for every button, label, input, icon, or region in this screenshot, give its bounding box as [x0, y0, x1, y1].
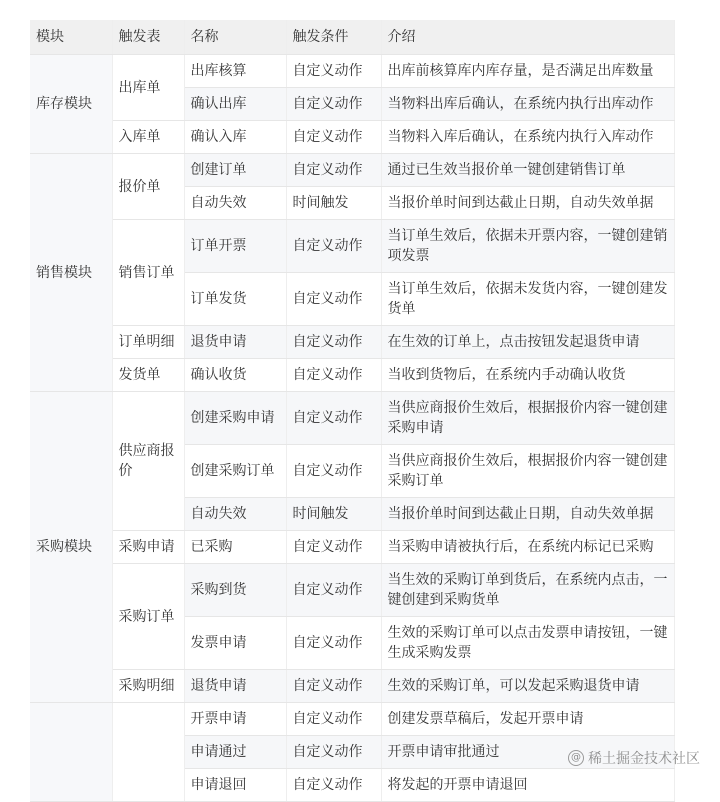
table-row — [30, 154, 674, 187]
name-cell: 采购到货 — [184, 564, 286, 617]
trigger-condition-cell: 自定义动作 — [286, 617, 381, 670]
trigger-table-container — [30, 20, 674, 802]
header-name: 名称 — [184, 20, 286, 55]
table-row — [30, 121, 674, 154]
description-cell: 生效的采购订单可以点击发票申请按钮，一键生成采购发票 — [381, 617, 674, 670]
description-cell: 当物料出库后确认，在系统内执行出库动作 — [381, 88, 674, 121]
name-cell: 申请退回 — [184, 769, 286, 802]
trigger-table — [30, 20, 675, 802]
header-description: 介绍 — [381, 20, 674, 55]
name-cell: 申请通过 — [184, 736, 286, 769]
description-cell: 当报价单时间到达截止日期，自动失效单据 — [381, 187, 674, 220]
trigger-condition-cell: 自定义动作 — [286, 273, 381, 326]
name-cell: 退货申请 — [184, 670, 286, 703]
description-cell: 当订单生效后，依据未发货内容，一键创建发货单 — [381, 273, 674, 326]
trigger-condition-cell: 自定义动作 — [286, 121, 381, 154]
description-cell: 当收到货物后，在系统内手动确认收货 — [381, 359, 674, 392]
table-row — [30, 670, 674, 703]
trigger-table-cell: 采购申请 — [112, 531, 184, 564]
watermark-text: 稀土掘金技术社区 — [588, 751, 700, 767]
trigger-condition-cell: 自定义动作 — [286, 154, 381, 187]
description-cell: 当供应商报价生效后，根据报价内容一键创建采购订单 — [381, 445, 674, 498]
trigger-table-cell: 出库单 — [112, 55, 184, 121]
trigger-condition-cell: 自定义动作 — [286, 88, 381, 121]
trigger-condition-cell: 自定义动作 — [286, 670, 381, 703]
trigger-condition-cell: 自定义动作 — [286, 736, 381, 769]
description-cell: 将发起的开票申请退回 — [381, 769, 674, 802]
trigger-condition-cell: 自定义动作 — [286, 55, 381, 88]
trigger-condition-cell: 时间触发 — [286, 498, 381, 531]
name-cell: 出库核算 — [184, 55, 286, 88]
description-cell: 通过已生效当报价单一键创建销售订单 — [381, 154, 674, 187]
description-cell: 当物料入库后确认，在系统内执行入库动作 — [381, 121, 674, 154]
description-cell: 当订单生效后，依据未开票内容，一键创建销项发票 — [381, 220, 674, 273]
table-row — [30, 392, 674, 445]
table-row — [30, 564, 674, 617]
table-row — [30, 703, 674, 736]
name-cell: 自动失效 — [184, 498, 286, 531]
table-body — [30, 55, 674, 802]
name-cell: 确认入库 — [184, 121, 286, 154]
trigger-condition-cell: 自定义动作 — [286, 326, 381, 359]
trigger-condition-cell: 自定义动作 — [286, 359, 381, 392]
description-cell: 生效的采购订单，可以发起采购退货申请 — [381, 670, 674, 703]
trigger-table-cell: 订单明细 — [112, 326, 184, 359]
table-row — [30, 55, 674, 88]
description-cell: 当生效的采购订单到货后，在系统内点击，一键创建到采购货单 — [381, 564, 674, 617]
name-cell: 已采购 — [184, 531, 286, 564]
name-cell: 确认收货 — [184, 359, 286, 392]
trigger-table-cell: 销售订单 — [112, 220, 184, 326]
watermark — [568, 748, 700, 768]
name-cell: 订单开票 — [184, 220, 286, 273]
trigger-condition-cell: 自定义动作 — [286, 564, 381, 617]
trigger-condition-cell: 自定义动作 — [286, 445, 381, 498]
header-trigger-condition: 触发条件 — [286, 20, 381, 55]
table-row — [30, 531, 674, 564]
description-cell: 在生效的订单上，点击按钮发起退货申请 — [381, 326, 674, 359]
table-row — [30, 220, 674, 273]
description-cell: 当采购申请被执行后，在系统内标记已采购 — [381, 531, 674, 564]
description-cell: 当报价单时间到达截止日期，自动失效单据 — [381, 498, 674, 531]
name-cell: 订单发货 — [184, 273, 286, 326]
trigger-condition-cell: 自定义动作 — [286, 392, 381, 445]
name-cell: 创建采购订单 — [184, 445, 286, 498]
trigger-table-cell: 发货单 — [112, 359, 184, 392]
name-cell: 退货申请 — [184, 326, 286, 359]
trigger-table-cell: 入库单 — [112, 121, 184, 154]
trigger-condition-cell: 时间触发 — [286, 187, 381, 220]
trigger-table-cell: 报价单 — [112, 154, 184, 220]
trigger-condition-cell: 自定义动作 — [286, 531, 381, 564]
trigger-table-cell: 采购订单 — [112, 564, 184, 670]
header-module: 模块 — [30, 20, 112, 55]
description-cell: 当供应商报价生效后，根据报价内容一键创建采购申请 — [381, 392, 674, 445]
trigger-condition-cell: 自定义动作 — [286, 769, 381, 802]
name-cell: 创建订单 — [184, 154, 286, 187]
name-cell: 创建采购申请 — [184, 392, 286, 445]
name-cell: 发票申请 — [184, 617, 286, 670]
trigger-condition-cell: 自定义动作 — [286, 703, 381, 736]
module-cell: 销售模块 — [30, 154, 112, 392]
description-cell: 创建发票草稿后，发起开票申请 — [381, 703, 674, 736]
name-cell: 自动失效 — [184, 187, 286, 220]
module-cell: 采购模块 — [30, 392, 112, 703]
juejin-logo-icon: @ — [568, 750, 584, 766]
module-cell: 库存模块 — [30, 55, 112, 154]
trigger-table-cell: 采购明细 — [112, 670, 184, 703]
table-header-row — [30, 20, 674, 55]
table-row — [30, 326, 674, 359]
table-row — [30, 359, 674, 392]
description-cell: 开票申请审批通过 — [381, 736, 674, 769]
header-trigger-table: 触发表 — [112, 20, 184, 55]
description-cell: 出库前核算库内库存量，是否满足出库数量 — [381, 55, 674, 88]
module-cell — [30, 703, 112, 802]
trigger-table-cell — [112, 703, 184, 802]
name-cell: 确认出库 — [184, 88, 286, 121]
name-cell: 开票申请 — [184, 703, 286, 736]
trigger-table-cell: 供应商报价 — [112, 392, 184, 531]
trigger-condition-cell: 自定义动作 — [286, 220, 381, 273]
